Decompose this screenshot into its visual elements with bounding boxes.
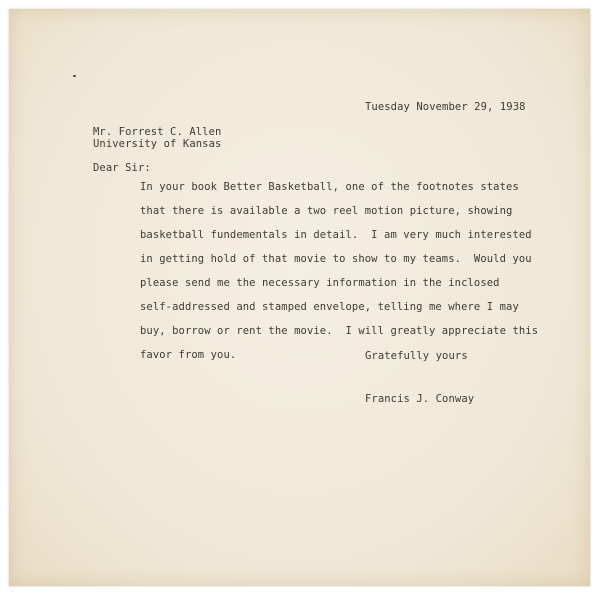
body-line: that there is available a two reel motion picture, showing bbox=[140, 205, 513, 217]
body-line: favor from you. bbox=[140, 349, 237, 361]
ink-mark bbox=[73, 75, 76, 77]
body-line: please send me the necessary information in the inclosed bbox=[140, 277, 500, 289]
signature-name: Francis J. Conway bbox=[365, 393, 475, 405]
body-line: in getting hold of that movie to show to my teams. Would you bbox=[140, 253, 532, 265]
closing: Gratefully yours bbox=[365, 350, 468, 362]
body-line: basketball fundementals in detail. I am very much interested bbox=[140, 229, 532, 241]
recipient-organization: University of Kansas bbox=[93, 138, 222, 150]
body-line: In your book Better Basketball, one of the footnotes states bbox=[140, 181, 519, 193]
salutation: Dear Sir: bbox=[93, 162, 151, 174]
body-line: buy, borrow or rent the movie. I will greatly appreciate this bbox=[140, 325, 539, 337]
body-line: self-addressed and stamped envelope, telling me where I may bbox=[140, 301, 519, 313]
recipient-name: Mr. Forrest C. Allen bbox=[93, 126, 222, 138]
letter-page bbox=[9, 9, 590, 586]
letter-date: Tuesday November 29, 1938 bbox=[365, 101, 526, 113]
